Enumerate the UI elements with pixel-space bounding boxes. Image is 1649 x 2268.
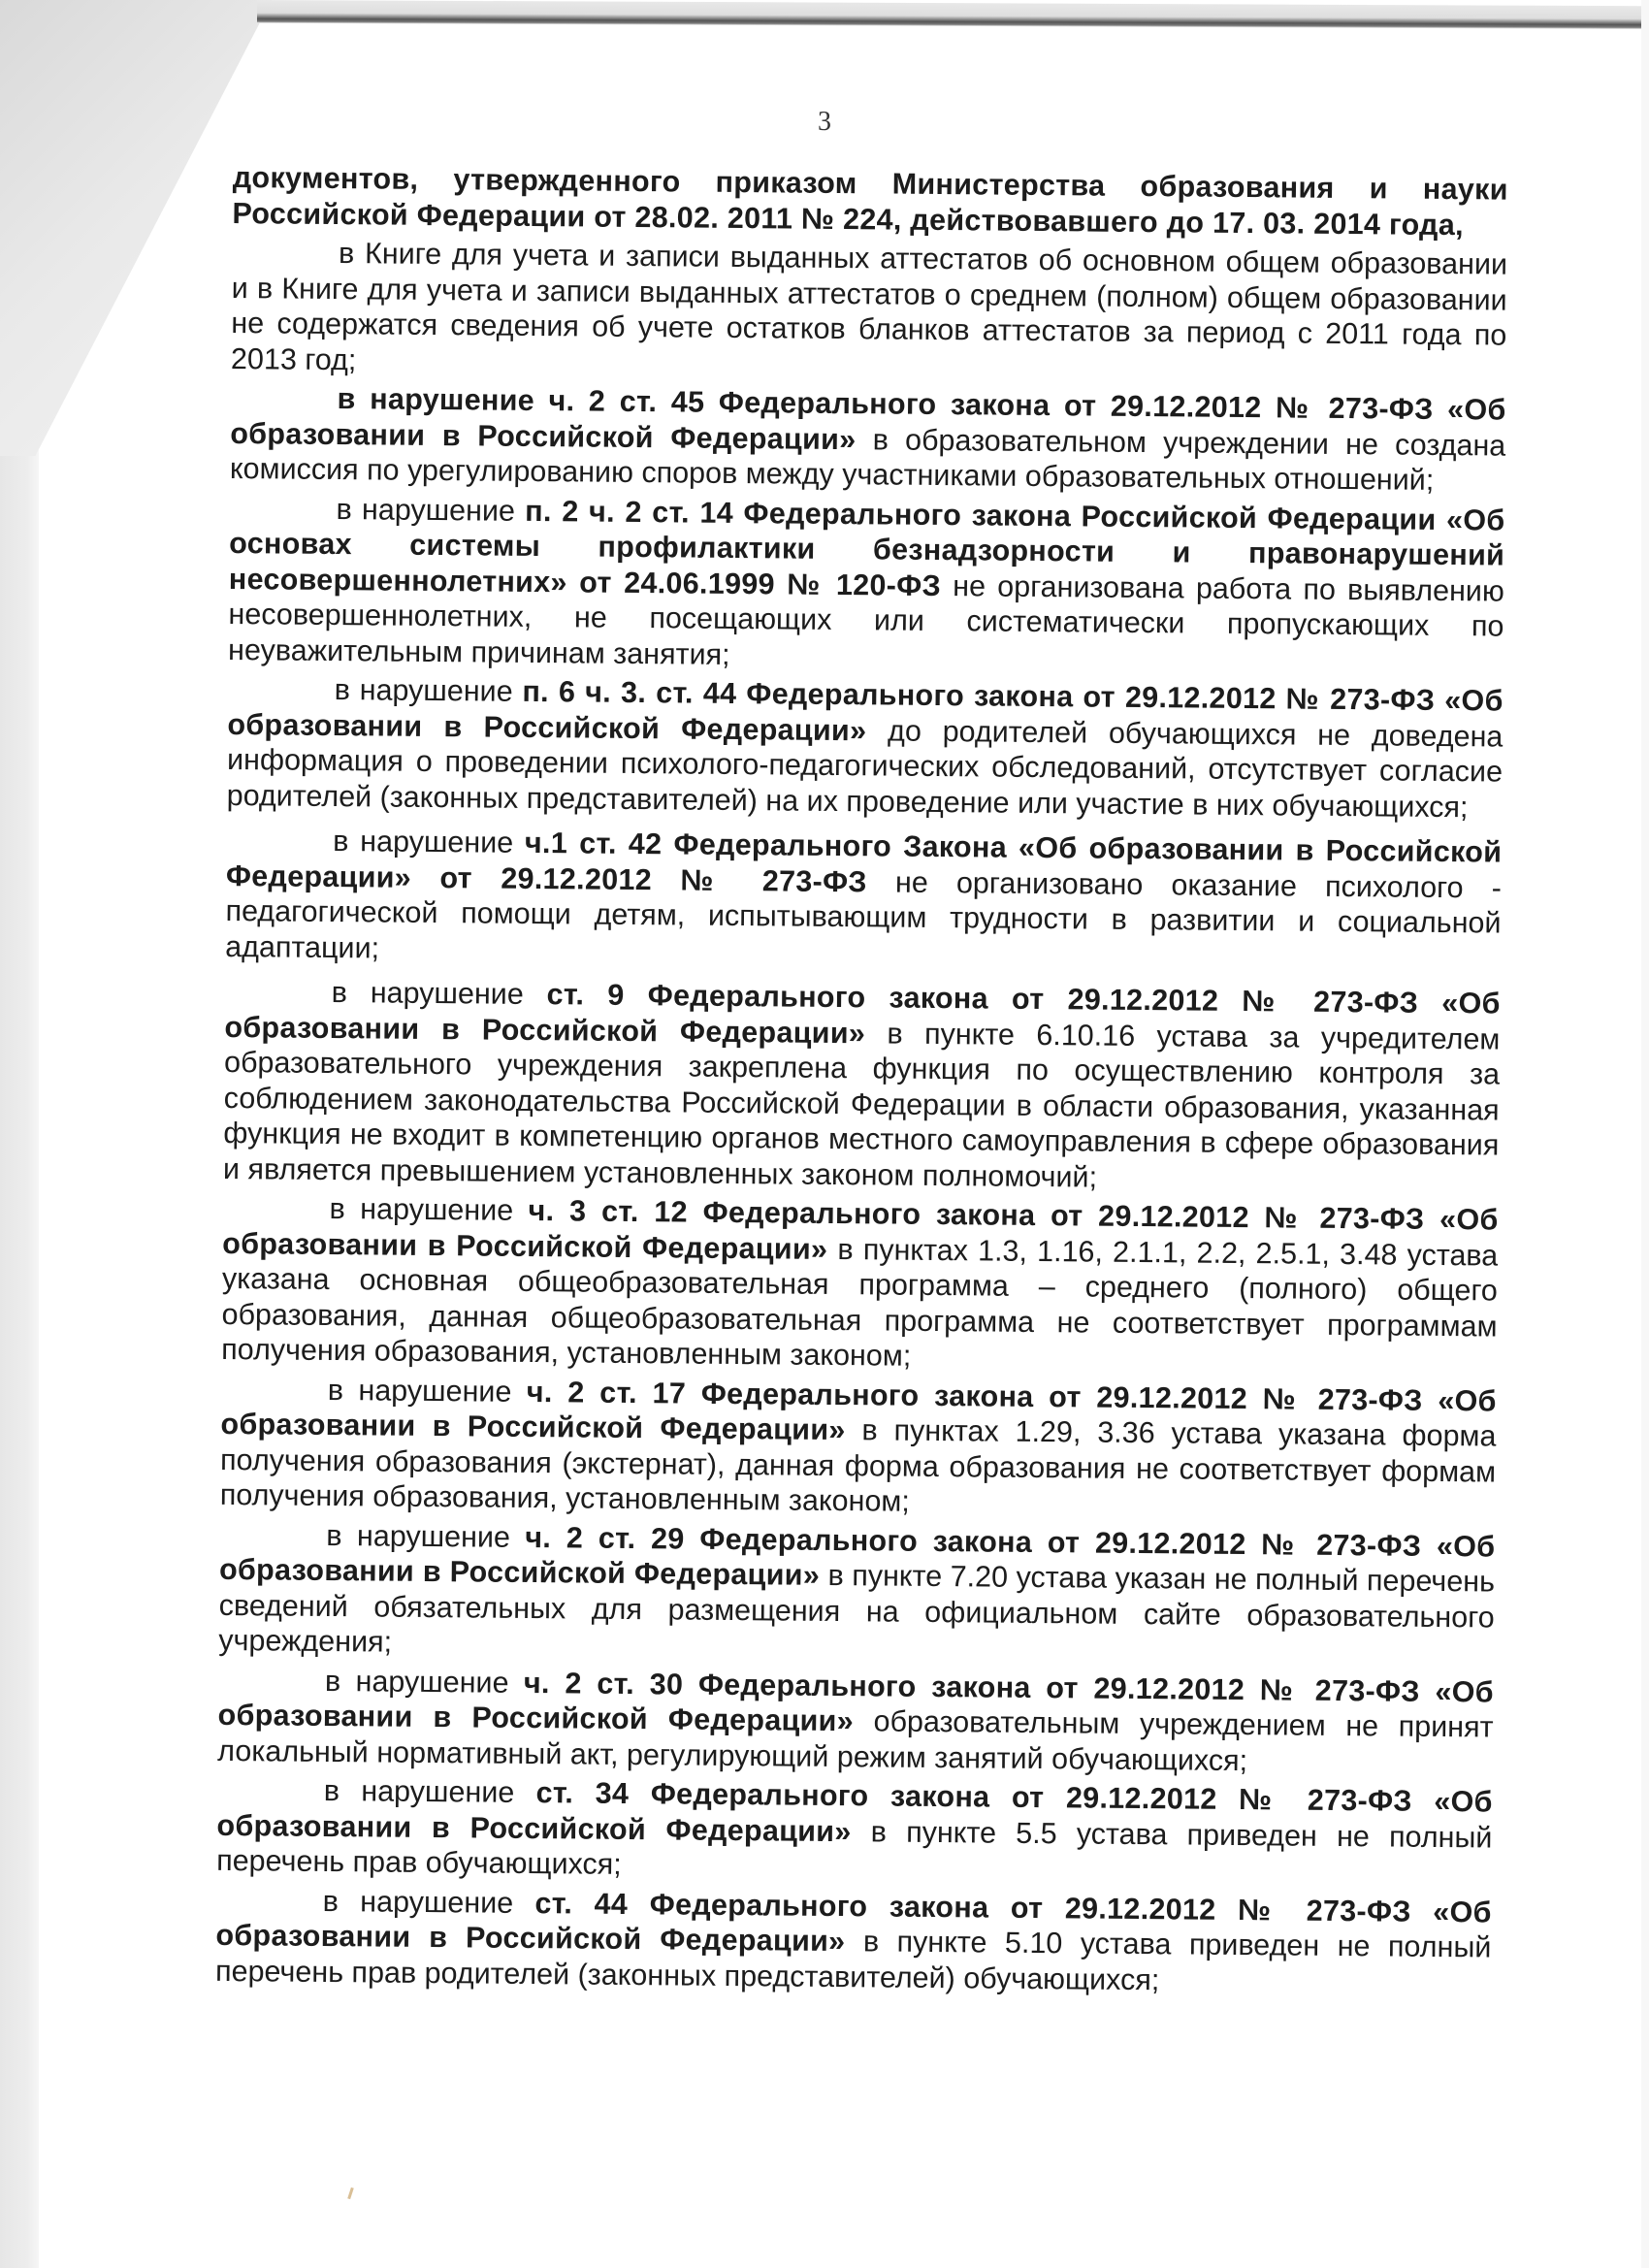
scan-right-edge [1641, 0, 1649, 2268]
text-run-bold: ст. 34 Федерального закона от 29.12.2012 № 273-ФЗ «Об образовании в Российской Федерации» [216, 1776, 1493, 1848]
text-run: в пунктах 1.29, 3.36 устава указана форма получения образования (экстернат), данная форма образования не соответствует формам получения образования, установленным законом; [219, 1413, 1497, 1518]
text-run: в Книге для учета и записи выданных аттестатов об основном общем образовании и в Книге для учета и записи выданных аттестатов о среднем (полном) общем образовании не содержатся сведения об учете остатков бланков аттестатов за период с 2011 года по 2013 год; [230, 237, 1508, 376]
text-run-bold: ч. 2 ст. 29 Федерального закона от 29.12.2012 № 273-ФЗ «Об образовании в Российской Федерации» [218, 1520, 1496, 1592]
text-run-bold: ч.1 ст. 42 Федерального Закона «Об образовании в Российской Федерации» от 29.12.2012 № 273-ФЗ [225, 826, 1503, 898]
text-run: в нарушение [326, 1518, 526, 1554]
scan-top-edge [257, 0, 1644, 29]
paragraph-attestat-books [231, 235, 1507, 389]
text-run: в нарушение [322, 1884, 535, 1920]
text-run: не организовано оказание психолого - педагогической помощи детям, испытывающим трудности в развитии и социальной адаптации; [225, 864, 1503, 964]
text-run-bold: п. 6 ч. 3. ст. 44 Федерального закона от 29.12.2012 № 273-ФЗ «Об образовании в Российской Федерации» [227, 674, 1504, 747]
paragraph-violation-art42 [225, 823, 1502, 977]
paragraph-violation-art12 [221, 1190, 1499, 1379]
text-run: в нарушение [336, 492, 526, 528]
text-run: до родителей обучающихся не доведена информация о проведении психолого-педагогических обследований, отсутствует согласие родителей (законных представителей) на их проведение или участие в них обучающихся; [226, 713, 1504, 824]
text-run-bold: ст. 44 Федерального закона от 29.12.2012 № 273-ФЗ «Об образовании в Российской Федерации» [215, 1886, 1492, 1959]
pen-mark [347, 2187, 354, 2199]
text-run-bold: ч. 2 ст. 17 Федерального закона от 29.12.2012 № 273-ФЗ «Об образовании в Российской Федерации» [220, 1375, 1497, 1447]
paragraph-violation-120fz [228, 490, 1505, 679]
text-run: в нарушение [327, 1373, 527, 1409]
text-run: образовательным учреждением не принят локальный нормативный акт, регулирующий режим занятий обучающихся; [217, 1704, 1494, 1777]
text-run-bold: ч. 3 ст. 12 Федерального закона от 29.12.2012 № 273-ФЗ «Об образовании в Российской Федерации» [222, 1193, 1499, 1266]
text-run: в нарушение [329, 1192, 529, 1227]
paragraph-violation-art29 [218, 1516, 1495, 1670]
text-run-bold: ст. 9 Федерального закона от 29.12.2012 № 273-ФЗ «Об образовании в Российской Федерации» [224, 978, 1501, 1050]
text-run: в нарушение [334, 673, 523, 708]
text-run: не организована работа по выявлению несовершеннолетних, не посещающих или систематически пропускающих по неуважительным причинам занятия; [227, 568, 1504, 671]
paragraph-violation-art45 [230, 380, 1506, 499]
text-run: в пункте 7.20 устава указан не полный перечень сведений обязательных для размещения на официальном сайте образовательного учреждения; [218, 1558, 1496, 1659]
text-run: в пунктах 1.3, 1.16, 2.1.1, 2.2, 2.5.1, 3.48 устава указана основная общеобразовательная программа – среднего (полного) общего образования, данная общеобразовательная программа не соответствует программам получения образования, установленным законом; [221, 1232, 1499, 1373]
paragraph-violation-art34 [216, 1772, 1493, 1891]
text-run: в нарушение [333, 825, 526, 859]
text-run-bold: в нарушение ч. 2 ст. 45 Федерального закона от 29.12.2012 № 273-ФЗ «Об образовании в Российской Федерации» [230, 382, 1506, 456]
page-number: 3 [818, 107, 831, 137]
paragraph-violation-art44 [215, 1882, 1492, 2000]
paragraph-violation-art17 [220, 1371, 1497, 1525]
paragraph-violation-art9 [223, 974, 1501, 1199]
text-run-bold: п. 2 ч. 2 ст. 14 Федерального закона Российской Федерации «Об основах системы профилактики безнадзорности и правонарушений несовершеннолетних» от 24.06.1999 № 120-ФЗ [228, 494, 1505, 602]
text-run: в нарушение [323, 1773, 536, 1810]
paragraph-continuation [232, 160, 1508, 243]
text-run: в нарушение [331, 976, 547, 1012]
text-run: в нарушение [324, 1664, 525, 1700]
text-run: в пункте 6.10.16 устава за учредителем образовательного учреждения закреплена функция по осуществлению контроля за соблюдением законодательства Российской Федерации в области образования, указанная функция не входит в компетенцию органов местного самоуправления в сфере образования и является превышением установленных законом полномочий; [222, 1016, 1501, 1194]
text-run: в образовательном учреждении не создана комиссия по урегулированию споров между участниками образовательных отношений; [229, 422, 1506, 497]
paragraph-violation-art44-p6 [227, 671, 1504, 826]
text-run-bold: документов, утвержденного приказом Министерства образования и науки Российской Федерации от 28.02. 2011 № 224, действовавшего до 17. 03. 2014 года, [232, 160, 1508, 242]
text-run: в пункте 5.5 устава приведен не полный перечень прав обучающихся; [216, 1814, 1493, 1881]
text-run: в пункте 5.10 устава приведен не полный перечень прав родителей (законных представителей) обучающихся; [214, 1925, 1492, 1996]
text-run-bold: ч. 2 ст. 30 Федерального закона от 29.12.2012 № 273-ФЗ «Об образовании в Российской Федерации» [217, 1666, 1495, 1738]
document-body [215, 160, 1508, 2005]
paragraph-violation-art30 [217, 1662, 1494, 1780]
